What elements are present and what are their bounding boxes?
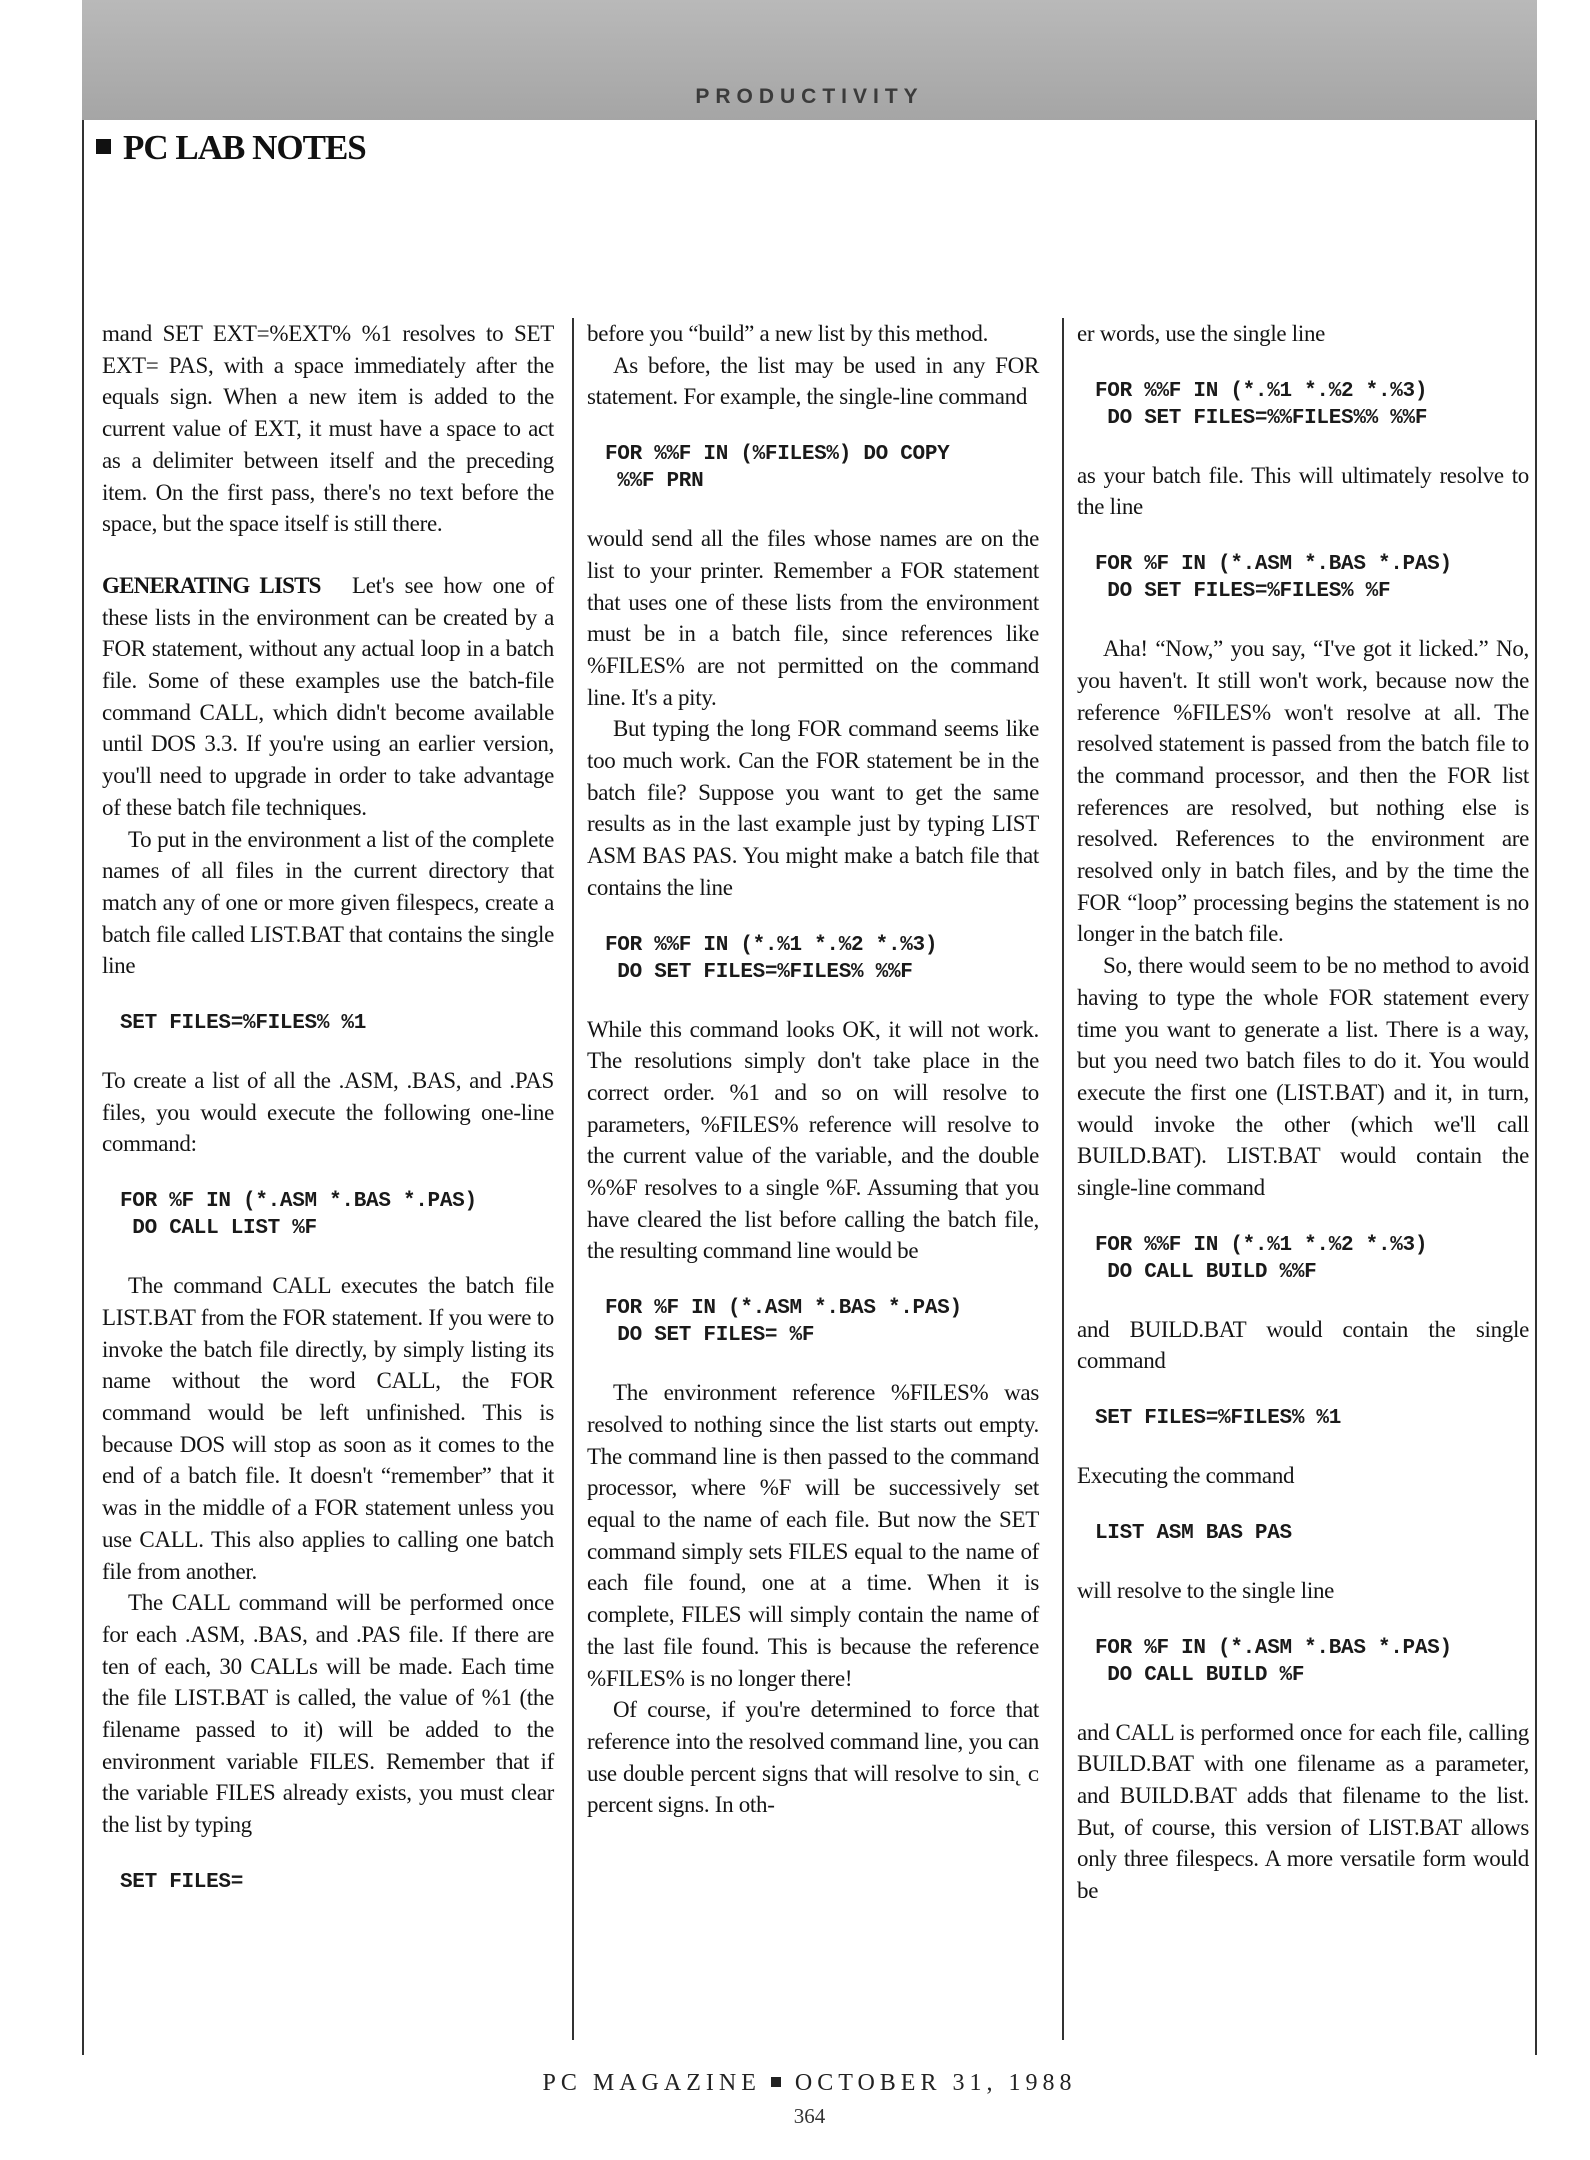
paragraph: To put in the environment a list of the complete names of all files in the current directory that match any of one or more given filespecs, create a batch file called LIST.BAT that contains the single line bbox=[102, 826, 554, 979]
code-listing: FOR %F IN (*.ASM *.BAS *.PAS) DO CALL BUILD %F bbox=[1095, 1636, 1452, 1687]
paragraph: But typing the long FOR command seems like too much work. Can the FOR statement be in the batch file? Suppose you want to get the same results as in the last example just by typing LIST ASM BAS PAS. You might make a batch file that contains the line bbox=[587, 716, 1039, 900]
footer-line bbox=[82, 2070, 1537, 2097]
paragraph: and CALL is performed once for each file, calling BUILD.BAT with one filename as a parameter, and BUILD.BAT adds that filename to the list. But, of course, this version of LIST.BAT allows only three filespecs. A more versatile form would be bbox=[1077, 1719, 1529, 1904]
paragraph: would send all the files whose names are on the list to your printer. Remember a FOR statement that uses one of these lists from the environment must be in a batch file, since references like %FILES% are not permitted on the command line. It's a pity. bbox=[587, 526, 1039, 710]
paragraph: will resolve to the single line bbox=[1077, 1577, 1335, 1603]
right-page-rule bbox=[1535, 120, 1537, 2055]
paragraph: The command CALL executes the batch file LIST.BAT from the FOR statement. If you were to invoke the batch file directly, by simply listing its name without the word CALL, the FOR command would be left unfinished. This is because DOS will stop as soon as it comes to the end of a batch file. It doesn't “remember” that it was in the middle of a FOR statement unless you use CALL. This also applies to calling one batch file from another. bbox=[102, 1273, 554, 1584]
article-column-3 bbox=[1077, 318, 1529, 1907]
paragraph: To create a list of all the .ASM, .BAS, and .PAS files, you would execute the following one-line command: bbox=[102, 1068, 554, 1157]
code-listing: FOR %%F IN (*.%1 *.%2 *.%3) DO CALL BUILD %%F bbox=[1095, 1233, 1428, 1284]
page-title-text: PC LAB NOTES bbox=[123, 128, 366, 167]
code-listing: SET FILES=%FILES% %1 bbox=[120, 1012, 367, 1036]
column-divider-1 bbox=[572, 318, 574, 2040]
paragraph: While this command looks OK, it will not work. The resolutions simply don't take place in the correct order. %1 and so on will resolve to parameters, %FILES% reference will resolve to the current value of the variable, and the double %%F resolves to a single %F. Assuming that you have cleared the list before calling the batch file, the resulting command line would be bbox=[587, 1016, 1039, 1264]
article-column-2 bbox=[587, 318, 1039, 1821]
bullet-square-icon bbox=[96, 139, 111, 154]
code-listing: SET FILES=%FILES% %1 bbox=[1095, 1407, 1342, 1431]
issue-date: OCTOBER 31, 1988 bbox=[794, 2070, 1077, 2096]
code-listing: FOR %%F IN (%FILES%) DO COPY %%F PRN bbox=[605, 443, 950, 494]
paragraph: and BUILD.BAT would contain the single command bbox=[1077, 1316, 1529, 1374]
paragraph: Executing the command bbox=[1077, 1463, 1295, 1489]
paragraph-text: Let's see how one of these lists in the environment can be created by a FOR statement, without any actual loop in a batch file. Some of these examples use the batch-file command CALL, which didn't become available until DOS 3.3. If you're using an earlier version, you'll need to upgrade in order to take advantage of these batch file techniques. bbox=[102, 572, 554, 820]
paragraph bbox=[102, 570, 554, 824]
section-label: PRODUCTIVITY bbox=[695, 85, 924, 108]
code-listing: FOR %F IN (*.ASM *.BAS *.PAS) DO SET FILES= %F bbox=[605, 1297, 962, 1348]
article-column-1 bbox=[102, 318, 554, 1924]
paragraph: Of course, if you're determined to force that reference into the resolved command line, you can use double percent signs that will resolve to sin˛ ᴄ percent signs. In oth- bbox=[587, 1697, 1039, 1818]
code-listing: FOR %F IN (*.ASM *.BAS *.PAS) DO CALL LIST %F bbox=[120, 1190, 477, 1241]
code-listing: FOR %%F IN (*.%1 *.%2 *.%3) DO SET FILES=%FILES% %%F bbox=[605, 933, 938, 984]
column-divider-2 bbox=[1062, 318, 1064, 2040]
page-number: 364 bbox=[793, 2104, 826, 2128]
code-listing: FOR %%F IN (*.%1 *.%2 *.%3) DO SET FILES=%%FILES%% %%F bbox=[1095, 379, 1428, 430]
page-title bbox=[96, 128, 366, 168]
paragraph: er words, use the single line bbox=[1077, 321, 1326, 346]
magazine-name: PC MAGAZINE bbox=[542, 2070, 761, 2096]
paragraph: Aha! “Now,” you say, “I've got it licked.” No, you haven't. It still won't work, because now the reference %FILES% won't resolve at all. The resolved statement is passed from the batch file to the command processor, and then the FOR list references are resolved, but nothing else is resolved. References to the environment are resolved only in batch files, and by the time the FOR “loop” processing begins the statement is no longer in the batch file. bbox=[1077, 636, 1529, 947]
paragraph: before you “build” a new list by this method. bbox=[587, 321, 989, 346]
paragraph: The environment reference %FILES% was resolved to nothing since the list starts out empty. The command line is then passed to the command processor, where %F will be successively set equal to the name of each file. But now the SET command simply sets FILES equal to the name of each file found, one at a time. When it is complete, FILES will simply contain the name of the last file found. This is because the reference %FILES% is no longer there! bbox=[587, 1380, 1039, 1691]
left-page-rule bbox=[82, 120, 84, 2055]
code-listing: LIST ASM BAS PAS bbox=[1095, 1521, 1292, 1545]
paragraph: mand SET EXT=%EXT% %1 resolves to SET EXT= PAS, with a space immediately after the equals sign. When a new item is added to the current value of EXT, it must have a space to act as a delimiter between itself and the preceding item. On the first pass, there's no text before the space, but the space itself is still there. bbox=[102, 321, 554, 537]
paragraph: So, there would seem to be no method to avoid having to type the whole FOR statement every time you want to generate a list. There is a way, but you need two batch files to do it. You would execute the first one (LIST.BAT) and it, in turn, would invoke the other (which we'll call BUILD.BAT). LIST.BAT would contain the single-line command bbox=[1077, 953, 1529, 1201]
paragraph: The CALL command will be performed once for each .ASM, .BAS, and .PAS file. If there are ten of each, 30 CALLs will be made. Each time the file LIST.BAT is called, the value of %1 (the filename passed to it) will be added to the environment variable FILES. Remember that if the variable FILES already exists, you must clear the list by typing bbox=[102, 1590, 554, 1838]
paragraph: as your batch file. This will ultimately resolve to the line bbox=[1077, 462, 1529, 520]
code-listing: SET FILES= bbox=[120, 1870, 244, 1894]
paragraph: As before, the list may be used in any FOR statement. For example, the single-line command bbox=[587, 352, 1039, 410]
section-heading: GENERATING LISTS bbox=[102, 572, 321, 598]
code-listing: FOR %F IN (*.ASM *.BAS *.PAS) DO SET FILES=%FILES% %F bbox=[1095, 553, 1452, 604]
bullet-square-icon bbox=[771, 2077, 781, 2087]
